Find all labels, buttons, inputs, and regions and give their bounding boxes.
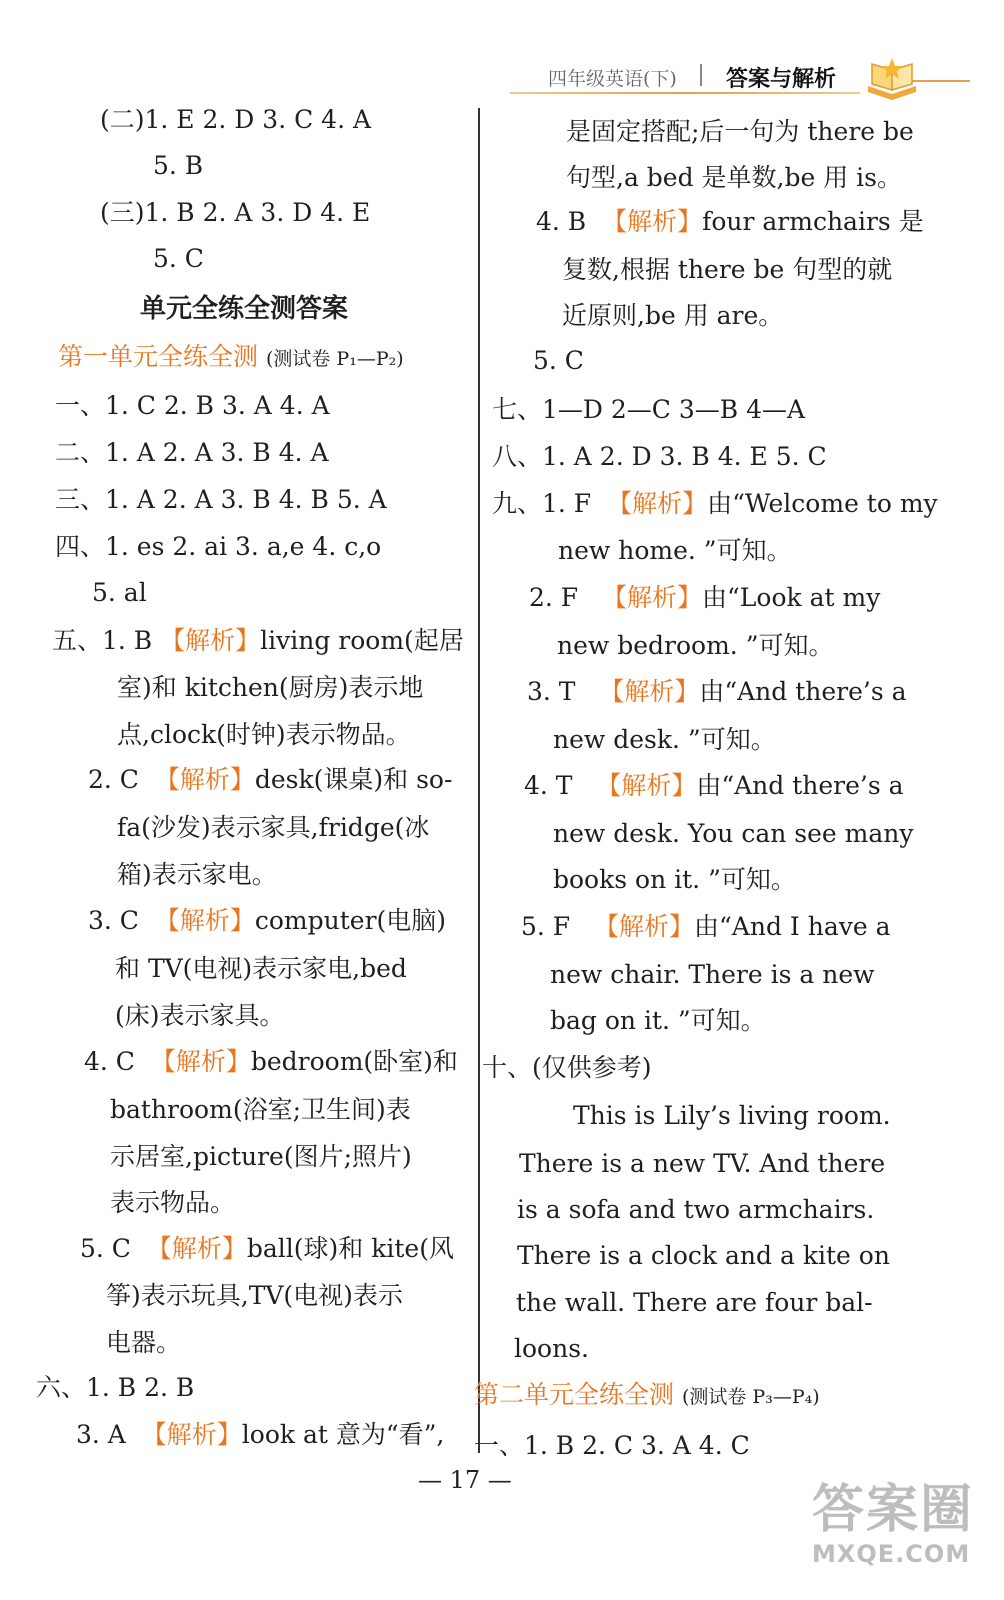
watermark-line2: MXQE.COM — [812, 1540, 971, 1568]
analysis-tag: 【解析】 — [150, 1047, 251, 1076]
item-label: 4. T — [524, 771, 573, 800]
explain-line — [88, 905, 446, 937]
item-label: 3. C — [88, 906, 139, 935]
explain-line: fa(沙发)表示家具,fridge(冰 — [117, 813, 430, 842]
explain-line: 句型,a bed 是单数,be 用 is。 — [566, 163, 903, 192]
explain-line: new desk. ”可知。 — [553, 725, 776, 754]
explain-text: ball(球)和 kite(风 — [246, 1234, 454, 1263]
unit1-ref: (测试卷 P₁—P₂) — [265, 348, 404, 370]
essay-line: There is a clock and a kite on — [517, 1241, 890, 1270]
header-rule — [510, 92, 860, 94]
explain-text: look at 意为“看”, — [241, 1420, 445, 1449]
explain-line: new bedroom. ”可知。 — [557, 631, 834, 660]
essay-line: loons. — [514, 1334, 589, 1363]
explain-line — [76, 1419, 444, 1451]
item-label: 九、1. F — [492, 489, 592, 518]
answer-line: 5. B — [153, 151, 204, 180]
explain-line: bag on it. ”可知。 — [550, 1006, 766, 1035]
explain-line: bathroom(浴室;卫生间)表 — [110, 1095, 411, 1124]
answer-line: 六、1. B 2. B — [36, 1373, 195, 1402]
explain-line: new home. ”可知。 — [558, 536, 792, 565]
book-logo-icon — [864, 56, 920, 100]
explain-line — [492, 488, 938, 520]
answer-line: 5. C — [533, 346, 584, 375]
analysis-tag: 【解析】 — [141, 1420, 242, 1449]
explain-line: 箱)表示家电。 — [117, 860, 277, 889]
essay-line: This is Lily’s living room. — [573, 1101, 891, 1130]
header-book-title: 四年级英语(下) — [548, 68, 677, 90]
answer-line: 5. al — [92, 578, 147, 607]
item-label: 五、1. B — [52, 626, 153, 655]
unit2-ref: (测试卷 P₃—P₄) — [681, 1386, 820, 1408]
answer-line: 七、1—D 2—C 3—B 4—A — [492, 395, 806, 424]
item-label: 2. F — [529, 583, 579, 612]
explain-line: 和 TV(电视)表示家电,bed — [115, 954, 407, 983]
essay-line: is a sofa and two armchairs. — [517, 1195, 875, 1224]
explain-text: four armchairs 是 — [702, 207, 924, 236]
explain-line — [527, 676, 907, 708]
explain-line: 是固定搭配;后一句为 there be — [566, 117, 914, 146]
explain-line — [529, 582, 880, 614]
explain-line — [524, 770, 904, 802]
watermark-line1: 答案圈 — [812, 1480, 975, 1540]
explain-line: 室)和 kitchen(厨房)表示地 — [117, 673, 424, 702]
explain-line — [84, 1046, 458, 1078]
answer-line: 八、1. A 2. D 3. B 4. E 5. C — [492, 442, 827, 471]
unit1-title: 第一单元全练全测 — [58, 342, 259, 371]
essay-line: There is a new TV. And there — [519, 1149, 886, 1178]
explain-line: 示居室,picture(图片;照片) — [110, 1142, 412, 1171]
essay-line: the wall. There are four bal- — [516, 1288, 873, 1317]
explain-line — [52, 625, 464, 657]
explain-line: new desk. You can see many — [553, 819, 914, 848]
analysis-tag: 【解析】 — [596, 771, 697, 800]
item-label: 5. C — [80, 1234, 131, 1263]
explain-text: desk(课桌)和 so- — [254, 765, 453, 794]
item-label: 2. C — [88, 765, 139, 794]
explain-text: 由“Look at my — [702, 583, 881, 612]
explain-line: 复数,根据 there be 句型的就 — [562, 255, 893, 284]
header-separator — [700, 64, 702, 86]
explain-line: 筝)表示玩具,TV(电视)表示 — [106, 1281, 403, 1310]
item-label: 3. T — [527, 677, 576, 706]
explain-text: bedroom(卧室)和 — [250, 1047, 458, 1076]
watermark-logo — [812, 1480, 980, 1590]
analysis-tag: 【解析】 — [146, 1234, 247, 1263]
analysis-tag: 【解析】 — [599, 677, 700, 706]
analysis-tag: 【解析】 — [602, 583, 703, 612]
unit-heading — [58, 341, 404, 375]
explain-line: 近原则,be 用 are。 — [562, 301, 784, 330]
analysis-tag: 【解析】 — [154, 765, 255, 794]
header-section-title: 答案与解析 — [726, 67, 837, 92]
item-label: 3. A — [76, 1420, 126, 1449]
analysis-tag: 【解析】 — [154, 906, 255, 935]
explain-line: 电器。 — [106, 1328, 182, 1357]
answer-line: 一、1. B 2. C 3. A 4. C — [474, 1431, 750, 1460]
explain-line: books on it. ”可知。 — [553, 865, 796, 894]
column-divider — [478, 108, 480, 1453]
unit2-title: 第二单元全练全测 — [474, 1380, 675, 1409]
answer-line: 三、1. A 2. A 3. B 4. B 5. A — [55, 485, 387, 514]
item-label: 4. C — [84, 1047, 135, 1076]
explain-line: new chair. There is a new — [550, 960, 875, 989]
explain-text: 由“And there’s a — [696, 771, 904, 800]
answer-line: 5. C — [153, 244, 204, 273]
analysis-tag: 【解析】 — [602, 207, 703, 236]
unit-heading — [474, 1379, 820, 1413]
item-label: 5. F — [521, 912, 571, 941]
explain-line — [88, 764, 452, 796]
answer-line: 二、1. A 2. A 3. B 4. A — [55, 438, 329, 467]
explain-line — [521, 911, 891, 943]
answer-line: 十、(仅供参考) — [482, 1053, 652, 1082]
page-number: — 17 — — [418, 1466, 512, 1494]
explain-text: 由“Welcome to my — [707, 489, 938, 518]
analysis-tag: 【解析】 — [607, 489, 708, 518]
explain-text: computer(电脑) — [254, 906, 447, 935]
analysis-tag: 【解析】 — [160, 626, 261, 655]
explain-text: living room(起居 — [260, 626, 464, 655]
explain-line — [536, 206, 924, 238]
answer-line: (二)1. E 2. D 3. C 4. A — [100, 105, 372, 134]
explain-line — [80, 1233, 454, 1265]
explain-line: 表示物品。 — [110, 1188, 236, 1217]
section-title: 单元全练全测答案 — [140, 294, 349, 324]
explain-text: 由“And I have a — [694, 912, 891, 941]
answer-line: 四、1. es 2. ai 3. a,e 4. c,o — [55, 532, 382, 561]
explain-line: 点,clock(时钟)表示物品。 — [117, 720, 411, 749]
answer-line: 一、1. C 2. B 3. A 4. A — [55, 391, 330, 420]
explain-line: (床)表示家具。 — [115, 1001, 285, 1030]
explain-text: 由“And there’s a — [699, 677, 907, 706]
answer-line: (三)1. B 2. A 3. D 4. E — [100, 198, 371, 227]
analysis-tag: 【解析】 — [594, 912, 695, 941]
item-label: 4. B — [536, 207, 587, 236]
